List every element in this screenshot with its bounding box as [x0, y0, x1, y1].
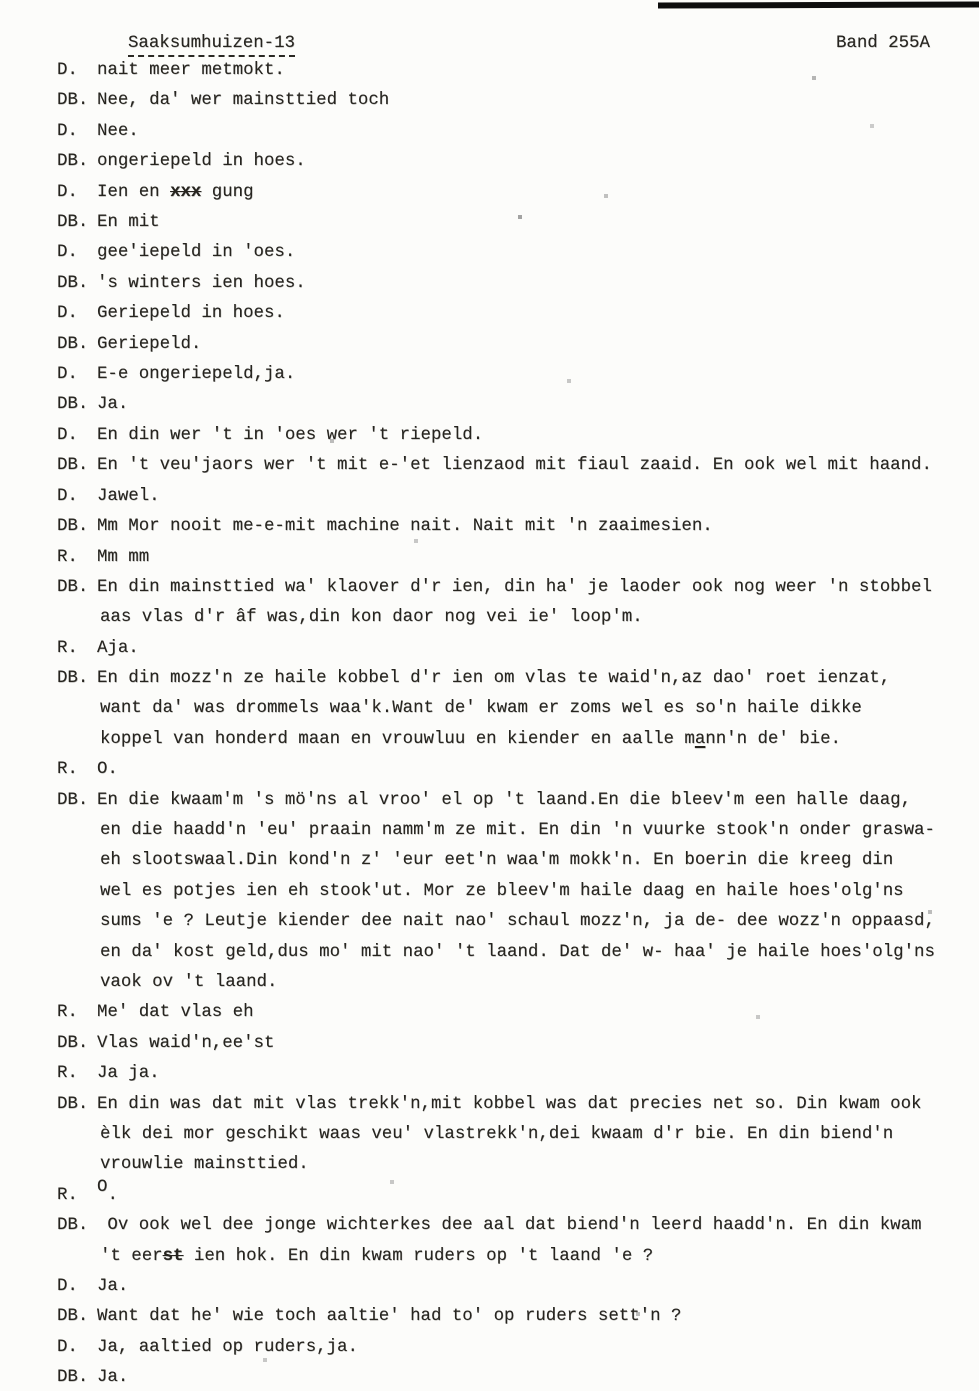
transcript-line — [97, 543, 962, 573]
transcript-line — [97, 1272, 962, 1302]
line-text: koppel van honderd maan en vrouwluu en kiender en aalle m — [100, 729, 695, 749]
speaker-label: R. — [57, 1064, 78, 1084]
speaker-label: DB. — [57, 1307, 89, 1327]
transcript-line — [97, 846, 962, 876]
utterance-text — [97, 634, 962, 664]
utterance-text — [97, 269, 962, 299]
line-text: En din mainsttied wa' klaover d'r ien, din ha' je laoder ook nog weer 'n stobbel — [97, 577, 932, 597]
transcript-line — [97, 512, 962, 542]
utterance-row — [57, 147, 962, 177]
transcript-line — [97, 482, 962, 512]
scan-artifact-bar — [658, 1, 979, 8]
speaker-label: R. — [57, 1185, 78, 1205]
utterance-row — [57, 360, 962, 390]
utterance-text — [97, 482, 962, 512]
utterance-text — [97, 1211, 962, 1272]
speaker-label: D. — [57, 425, 78, 445]
line-text: èlk dei mor geschikt waas veu' vlastrekk'n,dei kwaam d'r bie. En din biend'n — [100, 1125, 894, 1145]
speaker-label: DB. — [57, 790, 89, 810]
speaker-label: DB. — [57, 273, 89, 293]
utterance-text — [97, 1363, 962, 1391]
transcript-line — [97, 117, 962, 147]
utterance-row — [57, 1272, 962, 1302]
line-text: Geriepeld in hoes. — [97, 304, 285, 324]
line-text: En din wer 't in 'oes wer 't riepeld. — [97, 425, 484, 445]
line-text: aas vlas d'r âf was,din kon daor nog vei ie' loop'm. — [100, 608, 643, 628]
speaker-label: DB. — [57, 1368, 89, 1388]
utterance-text — [97, 755, 962, 785]
transcript-line — [97, 664, 962, 694]
band-label: Band 255A — [836, 34, 930, 53]
utterance-row — [57, 1211, 962, 1272]
line-text: Mm Mor nooit me-e-mit machine nait. Nait mit 'n zaaimesien. — [97, 517, 713, 537]
speaker-label: DB. — [57, 1094, 89, 1114]
line-text: Ien en — [97, 182, 171, 202]
speaker-label: DB. — [57, 1033, 89, 1053]
utterance-row — [57, 1333, 962, 1363]
line-text: want da' was drommels waa'k.Want de' kwam er zoms wel es so'n haile dikke — [100, 699, 862, 719]
speaker-label: D. — [57, 486, 78, 506]
line-text: Ja. — [97, 1368, 129, 1388]
transcript-line — [97, 269, 962, 299]
speaker-label: R. — [57, 638, 78, 658]
line-text: Ja ja. — [97, 1064, 160, 1084]
utterance-row — [57, 634, 962, 664]
transcript-line — [97, 1029, 962, 1059]
line-text: Jawel. — [97, 486, 160, 506]
utterance-row — [57, 330, 962, 360]
transcript-line — [97, 1211, 962, 1241]
utterance-row — [57, 543, 962, 573]
speaker-label: D. — [57, 61, 78, 80]
speaker-label: DB. — [57, 669, 89, 689]
utterance-row — [57, 998, 962, 1028]
speaker-label: DB. — [57, 395, 89, 415]
line-text: . — [107, 1185, 118, 1205]
utterance-text — [97, 238, 962, 268]
utterance-row — [57, 1029, 962, 1059]
utterance-row — [57, 117, 962, 147]
utterance-row — [57, 755, 962, 785]
transcript-line — [97, 451, 962, 481]
speaker-label: DB. — [57, 152, 89, 172]
transcript-line — [97, 603, 962, 633]
transcript-line — [97, 694, 962, 724]
transcript-line — [97, 238, 962, 268]
speaker-label: DB. — [57, 213, 89, 233]
utterance-text — [97, 330, 962, 360]
speaker-label: D. — [57, 365, 78, 385]
speaker-label: D. — [57, 121, 78, 141]
transcript-line — [97, 330, 962, 360]
line-text: Ja. — [97, 1276, 129, 1296]
utterance-text — [97, 1272, 962, 1302]
line-text: 's winters ien hoes. — [97, 273, 306, 293]
utterance-row — [57, 451, 962, 481]
utterance-row — [57, 786, 962, 999]
transcript-line — [97, 755, 962, 785]
line-text: en da' kost geld,dus mo' mit nao' 't laand. Dat de' w- haa' je haile hoes'olg'ns — [100, 942, 935, 962]
utterance-text — [97, 543, 962, 573]
transcript-line — [97, 1363, 962, 1391]
transcript-line — [97, 877, 962, 907]
utterance-text — [97, 786, 962, 999]
struck-out-text: st — [162, 1246, 184, 1266]
utterance-text — [97, 664, 962, 755]
line-text: vaok ov 't laand. — [100, 973, 278, 993]
utterance-row — [57, 482, 962, 512]
transcript-line — [97, 390, 962, 420]
line-text: Ov ook wel dee jonge wichterkes dee aal dat biend'n leerd haadd'n. En din kwam — [97, 1216, 922, 1236]
utterance-text — [97, 208, 962, 238]
speaker-label: D. — [57, 182, 78, 202]
speaker-label: R. — [57, 760, 78, 780]
transcript-line — [97, 1302, 962, 1332]
speaker-label: DB. — [57, 91, 89, 111]
line-text: Nee. — [97, 121, 139, 141]
utterance-text — [97, 360, 962, 390]
transcript-line — [97, 634, 962, 664]
transcript-line — [97, 56, 962, 86]
utterance-row — [57, 573, 962, 634]
transcript-line — [97, 725, 962, 755]
transcript-line — [97, 421, 962, 451]
transcript-line — [97, 1090, 962, 1120]
line-text: Aja. — [97, 638, 139, 658]
utterance-text — [97, 390, 962, 420]
transcript-line — [97, 1333, 962, 1363]
utterance-text — [97, 421, 962, 451]
transcript-line — [97, 907, 962, 937]
utterance-row — [57, 1363, 962, 1391]
line-text: ongeriepeld in hoes. — [97, 152, 306, 172]
line-text: gung — [201, 182, 254, 202]
utterance-text — [97, 451, 962, 481]
speaker-label: DB. — [57, 334, 89, 354]
line-text: Vlas waid'n,ee'st — [97, 1033, 275, 1053]
line-text: O. — [97, 760, 118, 780]
transcript-line — [97, 998, 962, 1028]
struck-out-text: xxx — [170, 182, 202, 202]
speaker-label: DB. — [57, 577, 89, 597]
transcript-line — [97, 816, 962, 846]
transcript-line — [97, 938, 962, 968]
line-text: En mit — [97, 213, 160, 233]
utterance-row — [57, 512, 962, 542]
speaker-label: DB. — [57, 1216, 89, 1236]
utterance-text — [97, 1059, 962, 1089]
underlined-char: a — [694, 729, 706, 749]
transcript-line — [97, 299, 962, 329]
transcript-line — [97, 1242, 962, 1272]
transcript-line — [97, 86, 962, 116]
line-text: en die haadd'n 'eu' praain namm'm ze mit. En din 'n vuurke stook'n onder graswa- — [100, 821, 935, 841]
line-text: eh slootswaal.Din kond'n z' 'eur eet'n waa'm mokk'n. En boerin die kreeg din — [100, 851, 894, 871]
line-text: 't eer — [100, 1246, 163, 1266]
utterance-row — [57, 269, 962, 299]
line-text: Ja. — [97, 395, 129, 415]
transcript-line — [97, 208, 962, 238]
utterance-text — [97, 512, 962, 542]
utterance-text — [97, 1090, 962, 1181]
utterance-text — [97, 86, 962, 116]
paper-noise-specks — [0, 0, 2, 2]
line-text: E-e ongeriepeld,ja. — [97, 365, 296, 385]
line-text: nait meer metmokt. — [97, 61, 285, 80]
utterance-text — [97, 1302, 962, 1332]
transcript-line — [97, 1120, 962, 1150]
transcript-line — [97, 1177, 962, 1211]
utterance-text — [97, 998, 962, 1028]
utterance-text — [97, 573, 962, 634]
utterance-row — [57, 1177, 962, 1211]
transcript-line — [97, 178, 962, 208]
utterance-row — [57, 178, 962, 208]
utterance-row — [57, 664, 962, 755]
line-text: vrouwlie mainsttied. — [100, 1155, 309, 1175]
line-text: En din mozz'n ze haile kobbel d'r ien om vlas te waid'n,az dao' roet ienzat, — [97, 669, 891, 689]
speaker-label: R. — [57, 1003, 78, 1023]
line-text: Want dat he' wie toch aaltie' had to' op ruders sett'n ? — [97, 1307, 682, 1327]
line-text: sums 'e ? Leutje kiender dee nait nao' schaul mozz'n, ja de- dee wozz'n oppaasd, — [100, 912, 935, 932]
utterance-row — [57, 1090, 962, 1181]
speaker-label: DB. — [57, 456, 89, 476]
speaker-label: R. — [57, 547, 78, 567]
line-text: ien hok. En din kwam ruders op 't laand 'e ? — [183, 1246, 654, 1266]
line-text: Me' dat vlas eh — [97, 1003, 254, 1023]
line-text: wel es potjes ien eh stook'ut. Mor ze bleev'm haile daag en haile hoes'olg'ns — [100, 881, 904, 901]
speaker-label: D. — [57, 1337, 78, 1357]
utterance-row — [57, 299, 962, 329]
line-text: En die kwaam'm 's mö'ns al vroo' el op 't laand.En die bleev'm een halle daag, — [97, 790, 912, 810]
transcript-line — [97, 968, 962, 998]
transcript-line — [97, 573, 962, 603]
speaker-label: D. — [57, 1276, 78, 1296]
utterance-row — [57, 56, 962, 86]
utterance-text — [97, 299, 962, 329]
transcript — [57, 56, 962, 1391]
line-text: Ja, aaltied op ruders,ja. — [97, 1337, 358, 1357]
speaker-label: D. — [57, 243, 78, 263]
utterance-text — [97, 117, 962, 147]
utterance-text — [97, 56, 962, 86]
utterance-row — [57, 421, 962, 451]
line-text: En 't veu'jaors wer 't mit e-'et lienzaod mit fiaul zaaid. En ook wel mit haand. — [97, 456, 932, 476]
utterance-row — [57, 1302, 962, 1332]
line-text: Mm mm — [97, 547, 150, 567]
page-title: Saaksumhuizen-13 — [128, 34, 295, 57]
utterance-text — [97, 147, 962, 177]
transcript-line — [97, 1150, 962, 1180]
speaker-label: DB. — [57, 517, 89, 537]
transcript-line — [97, 360, 962, 390]
utterance-text — [97, 1177, 962, 1211]
utterance-row — [57, 390, 962, 420]
utterance-text — [97, 1333, 962, 1363]
utterance-row — [57, 238, 962, 268]
speaker-label: D. — [57, 304, 78, 324]
transcript-line — [97, 1059, 962, 1089]
utterance-row — [57, 1059, 962, 1089]
transcript-line — [97, 147, 962, 177]
transcript-line — [97, 786, 962, 816]
line-text: Nee, da' wer mainsttied toch — [97, 91, 390, 111]
line-text: Geriepeld. — [97, 334, 202, 354]
line-text: En din was dat mit vlas trekk'n,mit kobbel was dat precies net so. Din kwam ook — [97, 1094, 922, 1114]
line-text: gee'iepeld in 'oes. — [97, 243, 296, 263]
utterance-text — [97, 1029, 962, 1059]
utterance-row — [57, 208, 962, 238]
raised-char: O — [97, 1177, 108, 1197]
utterance-text — [97, 178, 962, 208]
line-text: nn'n de' bie. — [705, 729, 841, 749]
utterance-row — [57, 86, 962, 116]
